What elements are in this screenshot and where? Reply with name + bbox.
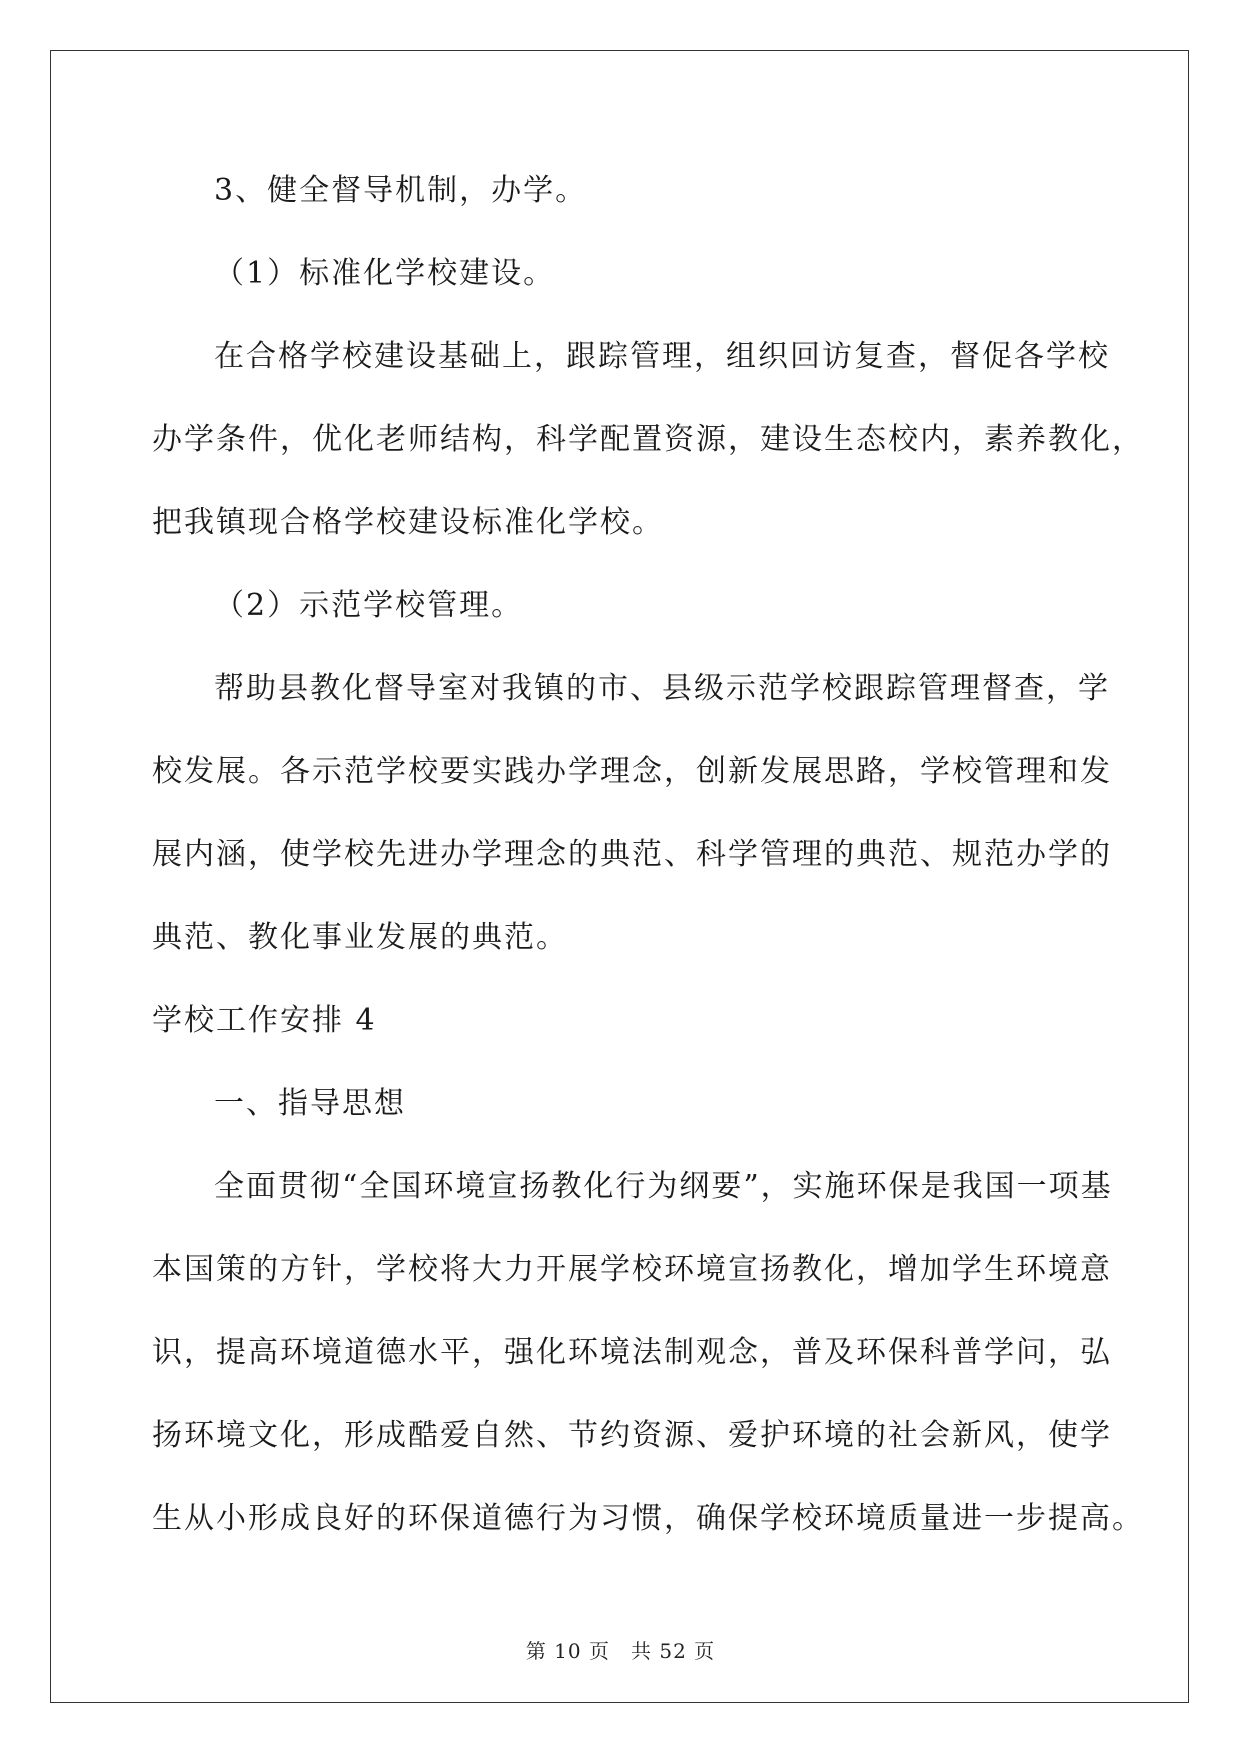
paragraph-line: 生从小形成良好的环保道德行为习惯，确保学校环境质量进一步提高。 xyxy=(152,1501,1144,1536)
section-heading-guiding-thought: 一、指导思想 xyxy=(214,1086,406,1121)
paragraph-line: 本国策的方针，学校将大力开展学校环境宣扬教化，增加学生环境意 xyxy=(152,1252,1112,1287)
subheading-1: （1）标准化学校建设。 xyxy=(214,256,556,291)
article-title: 学校工作安排 4 xyxy=(152,1003,377,1038)
page-number-footer: 第 10 页 共 52 页 xyxy=(525,1639,716,1663)
paragraph-line: 帮助县教化督导室对我镇的市、县级示范学校跟踪管理督查，学 xyxy=(214,671,1110,706)
paragraph-line: 校发展。各示范学校要实践办学理念，创新发展思路，学校管理和发 xyxy=(152,754,1112,789)
document-body xyxy=(152,166,1144,1577)
paragraph-line: 典范、教化事业发展的典范。 xyxy=(152,920,568,955)
section-heading-3: 3、健全督导机制，办学。 xyxy=(214,173,588,208)
paragraph-line: 在合格学校建设基础上，跟踪管理，组织回访复查，督促各学校 xyxy=(214,339,1110,374)
subheading-2: （2）示范学校管理。 xyxy=(214,588,524,623)
paragraph-line: 识，提高环境道德水平，强化环境法制观念，普及环保科普学问，弘 xyxy=(152,1335,1112,1370)
paragraph-line: 办学条件，优化老师结构，科学配置资源，建设生态校内，素养教化， xyxy=(152,422,1144,457)
paragraph-line: 把我镇现合格学校建设标准化学校。 xyxy=(152,505,664,540)
paragraph-line: 扬环境文化，形成酷爱自然、节约资源、爱护环境的社会新风，使学 xyxy=(152,1418,1112,1453)
paragraph-line: 全面贯彻“全国环境宣扬教化行为纲要”，实施环保是我国一项基 xyxy=(214,1169,1113,1204)
paragraph-line: 展内涵，使学校先进办学理念的典范、科学管理的典范、规范办学的 xyxy=(152,837,1112,872)
